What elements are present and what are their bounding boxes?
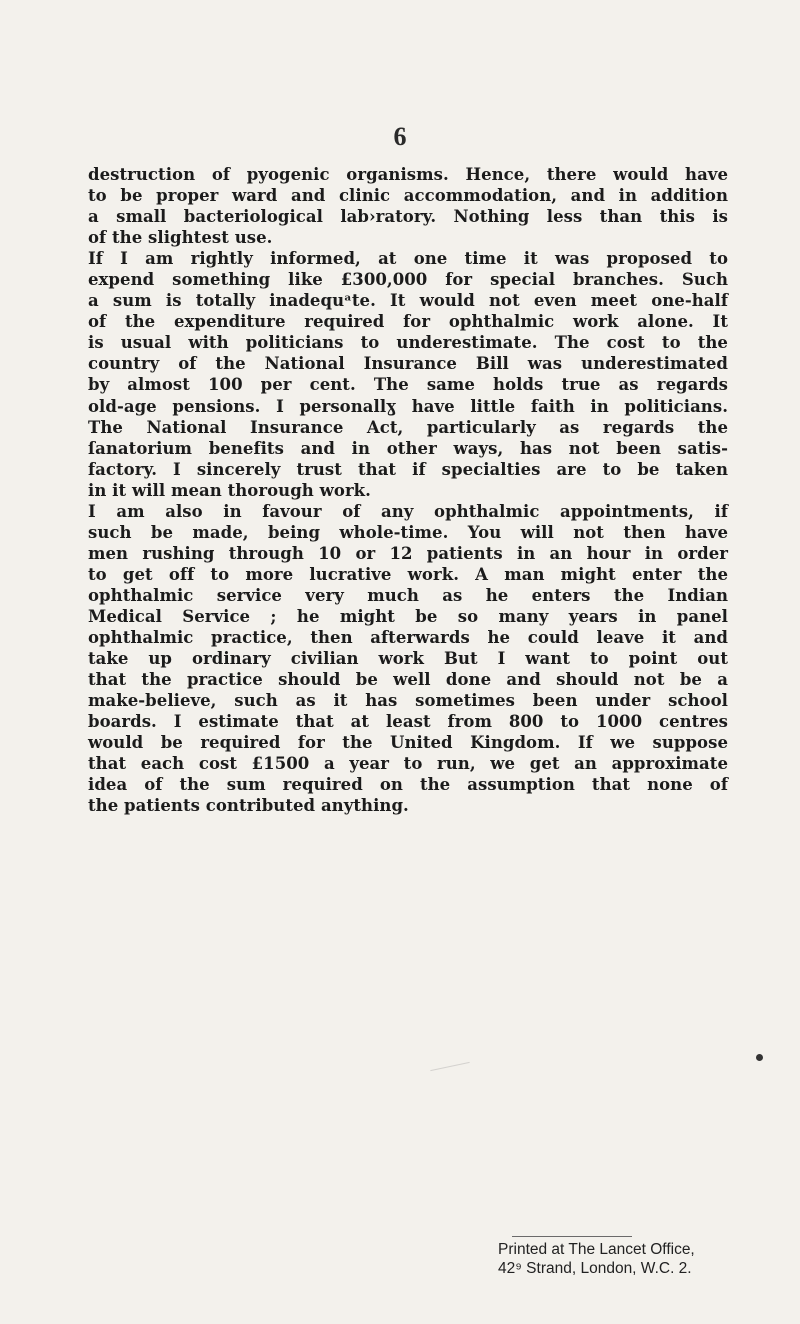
text-line: to be proper ward and clinic accommodation, and in addition	[88, 186, 728, 206]
text-line: take up ordinary civilian work But I want to point out	[88, 649, 728, 669]
text-line: factory. I sincerely trust that if specialties are to be taken	[88, 459, 728, 479]
printer-imprint	[498, 1240, 758, 1278]
paper-blemish	[430, 1062, 469, 1071]
text-line: to get off to more lucrative work. A man might enter the	[88, 564, 728, 584]
text-line: Medical Service ; he might be so many years in panel	[88, 606, 728, 626]
body-text	[88, 164, 728, 816]
text-line: men rushing through 10 or 12 patients in an hour in order	[88, 543, 728, 563]
text-line: that each cost £1500 a year to run, we get an approximate	[88, 754, 728, 774]
text-line: would be required for the United Kingdom. If we suppose	[88, 733, 728, 753]
text-line: If I am rightly informed, at one time it was proposed to	[88, 249, 728, 269]
text-line: expend something like £300,000 for special branches. Such	[88, 270, 728, 290]
text-line: ophthalmic practice, then afterwards he could leave it and	[88, 628, 728, 648]
imprint-line-1: Printed at The Lancet Office,	[498, 1241, 695, 1258]
text-line: ophthalmic service very much as he enters the Indian	[88, 585, 728, 605]
text-line: the patients contributed anything.	[88, 796, 409, 816]
text-line: ſanatorium benefits and in other ways, has not been satis-	[88, 438, 728, 458]
page-number: 6	[393, 122, 407, 151]
imprint-rule	[512, 1236, 632, 1237]
text-line: in it will mean thorough work.	[88, 480, 371, 500]
text-line: make-believe, such as it has sometimes been under school	[88, 691, 728, 711]
text-line: boards. I estimate that at least from 800 to 1000 centres	[88, 712, 728, 732]
text-line: country of the National Insurance Bill was underestimated	[88, 354, 728, 374]
text-line: is usual with politicians to underestimate. The cost to the	[88, 333, 728, 353]
ink-speck	[756, 1054, 763, 1061]
text-line: I am also in favour of any ophthalmic appointments, if	[88, 501, 728, 521]
text-line: a sum is totally inadequᵃte. It would not even meet one-half	[88, 291, 728, 311]
text-line: of the slightest use.	[88, 228, 273, 248]
text-line: of the expenditure required for ophthalmic work alone. It	[88, 312, 728, 332]
text-line: that the practice should be well done and should not be a	[88, 670, 728, 690]
text-line: a small bacteriological lab›ratory. Nothing less than this is	[88, 207, 728, 227]
text-line: old-age pensions. I personallɣ have little faith in politicians.	[88, 396, 728, 416]
text-line: destruction of pyogenic organisms. Hence, there would have	[88, 165, 728, 184]
text-line: by almost 100 per cent. The same holds true as regards	[88, 375, 728, 395]
text-line: such be made, being whole-time. You will not then have	[88, 522, 728, 542]
text-line: The National Insurance Act, particularly as regards the	[88, 417, 728, 437]
text-line: idea of the sum required on the assumption that none of	[88, 775, 728, 795]
imprint-line-2: 42⁹ Strand, London, W.C. 2.	[498, 1260, 692, 1277]
